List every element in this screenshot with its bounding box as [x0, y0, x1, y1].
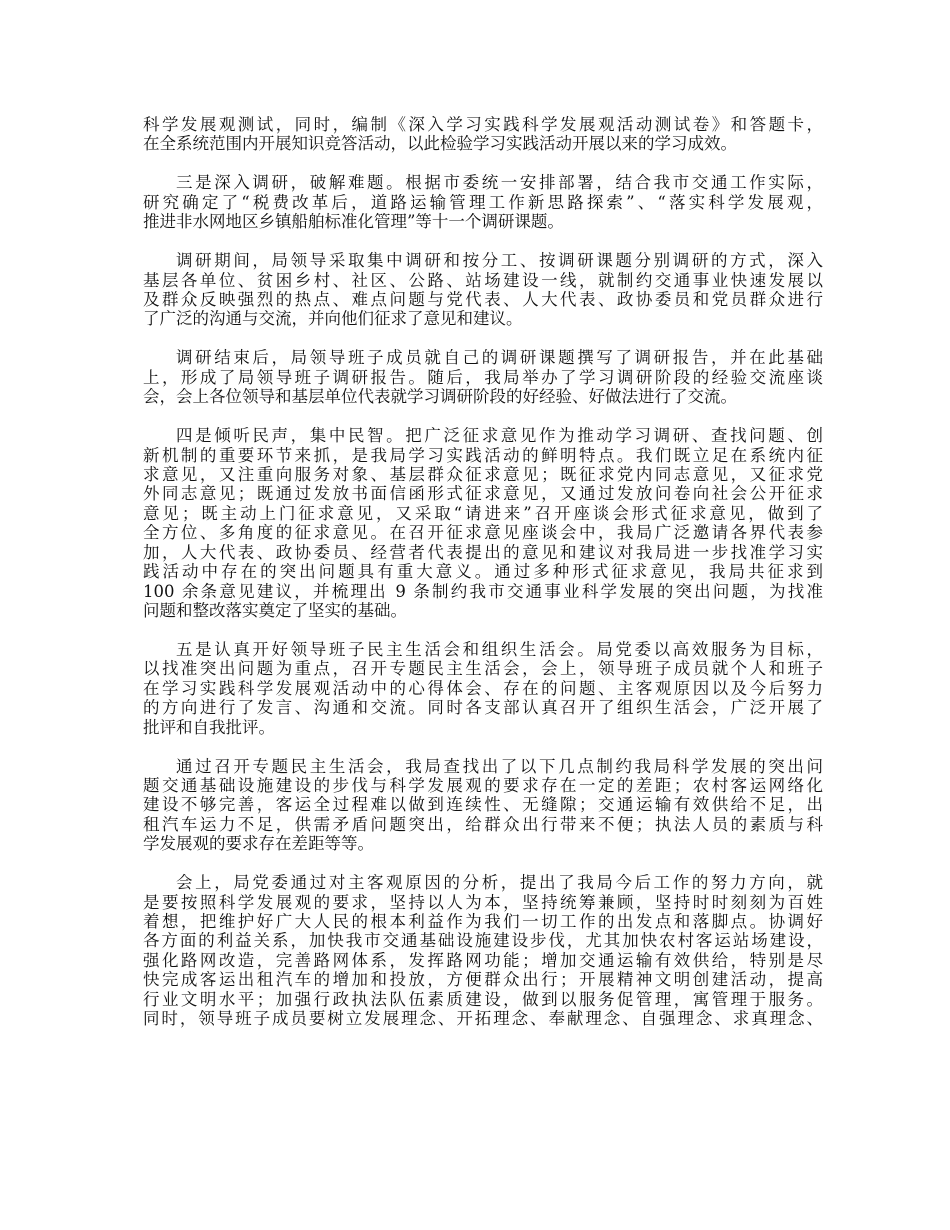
- paragraph-democratic-life: [143, 640, 823, 737]
- text-line: 会上，局党委通过对主客观原因的分析，提出了我局今后工作的努力方向，就: [176, 873, 823, 893]
- text-line: 着想，把维护好广大人民的根本利益作为我们一切工作的出发点和落脚点。协调好: [143, 911, 823, 931]
- text-line: 行业文明水平；加强行政执法队伍素质建设，做到以服务促管理，寓管理于服务。: [143, 989, 823, 1009]
- text-line: 意见；既主动上门征求意见，又采取“请进来”召开座谈会形式征求意见，做到了: [143, 503, 823, 523]
- text-line: 科学发展观测试，同时，编制《深入学习实践科学发展观活动测试卷》和答题卡，: [143, 115, 823, 134]
- text-line: 五是认真开好领导班子民主生活会和组织生活会。局党委以高效服务为目标，: [176, 639, 823, 659]
- paragraph-future-direction: [143, 873, 823, 1028]
- text-line: 求意见，又注重向服务对象、基层群众征求意见；既征求党内同志意见，又征求党: [143, 465, 823, 485]
- text-line: 外同志意见；既通过发放书面信函形式征求意见，又通过发放问卷向社会公开征求: [143, 484, 823, 504]
- paragraph-public-opinion: [143, 426, 823, 620]
- document-page: [143, 115, 823, 1048]
- text-line: 推进非水网地区乡镇船舶标准化管理”等十一个调研课题。: [143, 212, 564, 232]
- text-line: 基层各单位、贫困乡村、社区、公路、站场建设一线，就制约交通事业快速发展以: [143, 270, 823, 290]
- text-line: 调研期间，局领导采取集中调研和按分工、按调研课题分别调研的方式，深入: [176, 251, 823, 271]
- paragraph-research: [143, 173, 823, 231]
- text-line: 在全系统范围内开展知识竞答活动，以此检验学习实践活动开展以来的学习成效。: [143, 134, 737, 154]
- text-line: 租汽车运力不足，供需矛盾问题突出，给群众出行带来不便；执法人员的素质与科: [143, 814, 823, 834]
- text-line: 会，会上各位领导和基层单位代表就学习调研阶段的好经验、好做法进行了交流。: [143, 387, 737, 407]
- paragraph-research-end: [143, 348, 823, 406]
- text-line: 快完成客运出租汽车的增加和投放，方便群众出行；开展精神文明创建活动，提高: [143, 970, 823, 990]
- text-line: 题交通基础设施建设的步伐与科学发展观的要求存在一定的差距；农村客运网络化: [143, 775, 823, 795]
- text-line: 同时，领导班子成员要树立发展理念、开拓理念、奉献理念、自强理念、求真理念、: [143, 1009, 823, 1028]
- paragraph-test-contest: [143, 115, 823, 154]
- text-line: 批评和自我批评。: [143, 717, 275, 737]
- text-line: 的方向进行了发言、沟通和交流。同时各支部认真召开了组织生活会，广泛开展了: [143, 698, 823, 718]
- text-line: 三是深入调研，破解难题。根据市委统一安排部署，结合我市交通工作实际，: [176, 173, 823, 193]
- text-line: 100 余条意见建议，并梳理出 9 条制约我市交通事业科学发展的突出问题，为找准: [143, 581, 823, 601]
- text-line: 以找准突出问题为重点，召开专题民主生活会，会上，领导班子成员就个人和班子: [143, 659, 823, 679]
- text-line: 研究确定了“税费改革后，道路运输管理工作新思路探索”、“落实科学发展观，: [143, 192, 823, 212]
- text-line: 建设不够完善，客运全过程难以做到连续性、无缝隙；交通运输有效供给不足，出: [143, 795, 823, 815]
- text-line: 践活动中存在的突出问题具有重大意义。通过多种形式征求意见，我局共征求到: [143, 562, 823, 582]
- text-line: 学发展观的要求存在差距等等。: [143, 834, 374, 854]
- text-line: 调研结束后，局领导班子成员就自己的调研课题撰写了调研报告，并在此基础: [176, 348, 823, 368]
- text-line: 新机制的重要环节来抓，是我局学习实践活动的鲜明特点。我们既立足在系统内征: [143, 445, 823, 465]
- text-line: 强化路网改造，完善路网体系，发挥路网功能；增加交通运输有效供给，特别是尽: [143, 950, 823, 970]
- text-line: 了广泛的沟通与交流，并向他们征求了意见和建议。: [143, 309, 523, 329]
- text-line: 四是倾听民声，集中民智。把广泛征求意见作为推动学习调研、查找问题、创: [176, 426, 823, 446]
- text-line: 是要按照科学发展观的要求，坚持以人为本，坚持统筹兼顾，坚持时时刻刻为百姓: [143, 892, 823, 912]
- paragraph-research-period: [143, 251, 823, 329]
- text-line: 全方位、多角度的征求意见。在召开征求意见座谈会中，我局广泛邀请各界代表参: [143, 523, 823, 543]
- text-line: 问题和整改落实奠定了坚实的基础。: [143, 600, 407, 620]
- text-line: 各方面的利益关系，加快我市交通基础设施建设步伐，尤其加快农村客运站场建设，: [143, 931, 823, 951]
- text-line: 加，人大代表、政协委员、经营者代表提出的意见和建议对我局进一步找准学习实: [143, 542, 823, 562]
- text-line: 上，形成了局领导班子调研报告。随后，我局举办了学习调研阶段的经验交流座谈: [143, 367, 823, 387]
- text-line: 通过召开专题民主生活会，我局查找出了以下几点制约我局科学发展的突出问: [176, 756, 823, 776]
- paragraph-problems-found: [143, 757, 823, 854]
- text-line: 在学习实践科学发展观活动中的心得体会、存在的问题、主客观原因以及今后努力: [143, 678, 823, 698]
- text-line: 及群众反映强烈的热点、难点问题与党代表、人大代表、政协委员和党员群众进行: [143, 290, 823, 310]
